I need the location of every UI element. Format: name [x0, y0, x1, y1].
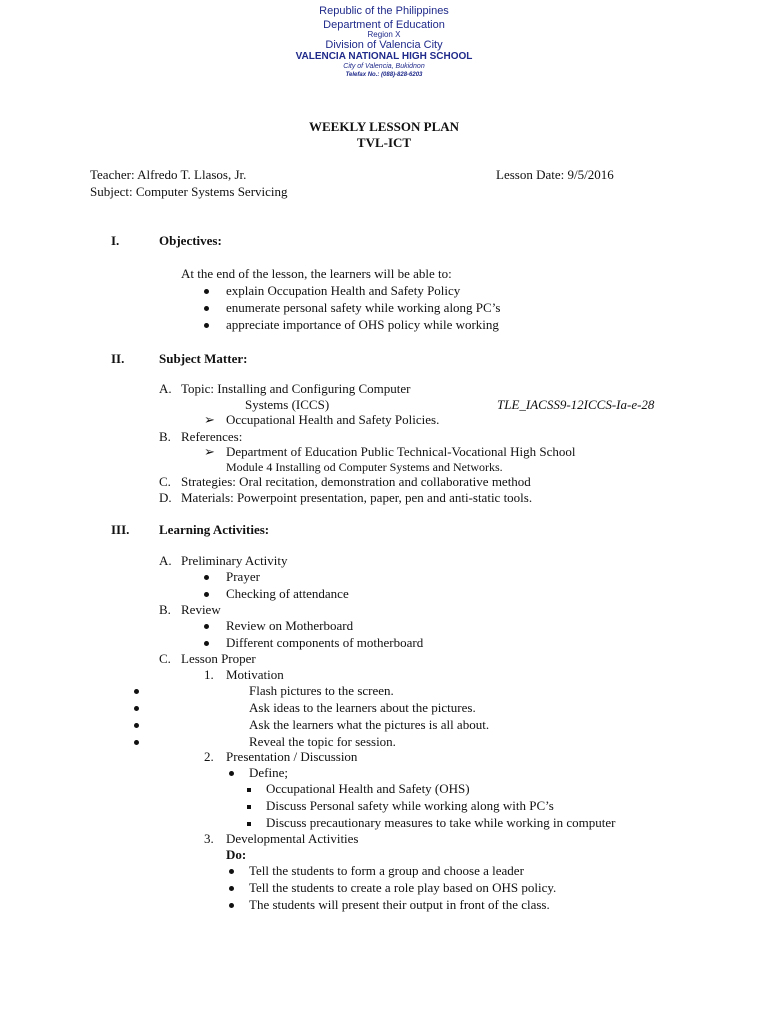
list-item: Discuss precautionary measures to take while working in computer	[266, 815, 616, 830]
list-letter: C.	[159, 474, 171, 489]
subject-name: Computer Systems Servicing	[135, 184, 288, 199]
bullet-icon	[204, 306, 209, 311]
square-bullet-icon	[247, 788, 251, 792]
list-letter: D.	[159, 490, 172, 505]
developmental-heading: Developmental Activities	[226, 831, 359, 846]
define-label: Define;	[249, 765, 288, 780]
strategies-line: Strategies: Oral recitation, demonstration and collaborative method	[181, 474, 531, 489]
bullet-icon	[134, 689, 139, 694]
square-bullet-icon	[247, 805, 251, 809]
subject-line	[90, 184, 288, 200]
section-number: I.	[111, 233, 120, 248]
list-letter: B.	[159, 602, 171, 617]
list-letter: A.	[159, 381, 172, 396]
presentation-heading: Presentation / Discussion	[226, 749, 358, 764]
list-item: Ask the learners what the pictures is all about.	[249, 717, 490, 732]
list-item: enumerate personal safety while working along PC’s	[226, 300, 501, 315]
section-number: II.	[111, 351, 125, 366]
list-item: Checking of attendance	[226, 586, 349, 601]
topic-line-cont: Systems (ICCS)	[245, 397, 330, 412]
reference-line: Department of Education Public Technical-Vocational High School	[226, 444, 576, 459]
header-department: Department of Education	[323, 19, 445, 31]
competency-code: TLE_IACSS9-12ICCS-Ia-e-28	[497, 397, 655, 412]
materials-line: Materials: Powerpoint presentation, paper, pen and anti-static tools.	[181, 490, 533, 505]
subject-label: Subject:	[90, 184, 133, 199]
plan-subtitle: TVL-ICT	[356, 135, 412, 150]
topic-line: Topic: Installing and Configuring Computer	[181, 381, 411, 396]
bullet-icon	[204, 624, 209, 629]
motivation-heading: Motivation	[226, 667, 284, 682]
bullet-icon	[204, 641, 209, 646]
bullet-icon	[229, 903, 234, 908]
list-item: Prayer	[226, 569, 260, 584]
arrow-bullet-icon: ➢	[204, 444, 215, 459]
bullet-icon	[229, 869, 234, 874]
list-letter: B.	[159, 429, 171, 444]
references-label: References:	[181, 429, 243, 444]
lesson-date-line	[496, 167, 614, 183]
header-city: City of Valencia, Bukidnon	[343, 63, 425, 70]
list-item: Ask ideas to the learners about the pictures.	[249, 700, 476, 715]
lesson-proper-heading: Lesson Proper	[181, 651, 256, 666]
list-item: Flash pictures to the screen.	[249, 683, 394, 698]
list-number: 2.	[204, 749, 214, 764]
teacher-name: Alfredo T. Llasos, Jr.	[137, 167, 247, 182]
header-school: VALENCIA NATIONAL HIGH SCHOOL	[295, 51, 473, 62]
bullet-icon	[134, 706, 139, 711]
list-item: appreciate importance of OHS policy while working	[226, 317, 499, 332]
list-item: The students will present their output in front of the class.	[249, 897, 550, 912]
topic-sub: Occupational Health and Safety Policies.	[226, 412, 440, 427]
lesson-date-label: Lesson Date:	[496, 167, 565, 182]
section-heading: Learning Activities:	[159, 522, 270, 537]
list-item: Review on Motherboard	[226, 618, 354, 633]
bullet-icon	[204, 323, 209, 328]
list-item: Tell the students to form a group and choose a leader	[249, 863, 524, 878]
do-label: Do:	[226, 847, 247, 862]
objectives-intro: At the end of the lesson, the learners will be able to:	[181, 266, 452, 281]
bullet-icon	[134, 740, 139, 745]
section-heading: Subject Matter:	[159, 351, 248, 366]
header-division: Division of Valencia City	[325, 39, 443, 51]
header-republic: Republic of the Philippines	[319, 5, 449, 17]
bullet-icon	[204, 575, 209, 580]
section-number: III.	[111, 522, 130, 537]
list-letter: A.	[159, 553, 172, 568]
list-item: Discuss Personal safety while working along with PC’s	[266, 798, 554, 813]
lesson-date: 9/5/2016	[567, 167, 614, 182]
header-telefax: Telefax No.: (088)-828-6203	[345, 72, 423, 78]
section-heading: Objectives:	[159, 233, 222, 248]
header-region: Region X	[367, 30, 401, 39]
list-number: 3.	[204, 831, 214, 846]
plan-title: WEEKLY LESSON PLAN	[308, 119, 460, 134]
list-item: Different components of motherboard	[226, 635, 424, 650]
bullet-icon	[229, 771, 234, 776]
list-item: Tell the students to create a role play based on OHS policy.	[249, 880, 557, 895]
arrow-bullet-icon: ➢	[204, 412, 215, 427]
list-letter: C.	[159, 651, 171, 666]
square-bullet-icon	[247, 822, 251, 826]
bullet-icon	[229, 886, 234, 891]
review-heading: Review	[181, 602, 221, 617]
bullet-icon	[204, 592, 209, 597]
teacher-label: Teacher:	[90, 167, 135, 182]
bullet-icon	[134, 723, 139, 728]
list-number: 1.	[204, 667, 214, 682]
preliminary-heading: Preliminary Activity	[181, 553, 288, 568]
list-item: Occupational Health and Safety (OHS)	[266, 781, 470, 796]
reference-line-cont: Module 4 Installing od Computer Systems and Networks.	[226, 460, 503, 474]
list-item: explain Occupation Health and Safety Policy	[226, 283, 461, 298]
bullet-icon	[204, 289, 209, 294]
teacher-line	[90, 167, 246, 183]
list-item: Reveal the topic for session.	[249, 734, 396, 749]
